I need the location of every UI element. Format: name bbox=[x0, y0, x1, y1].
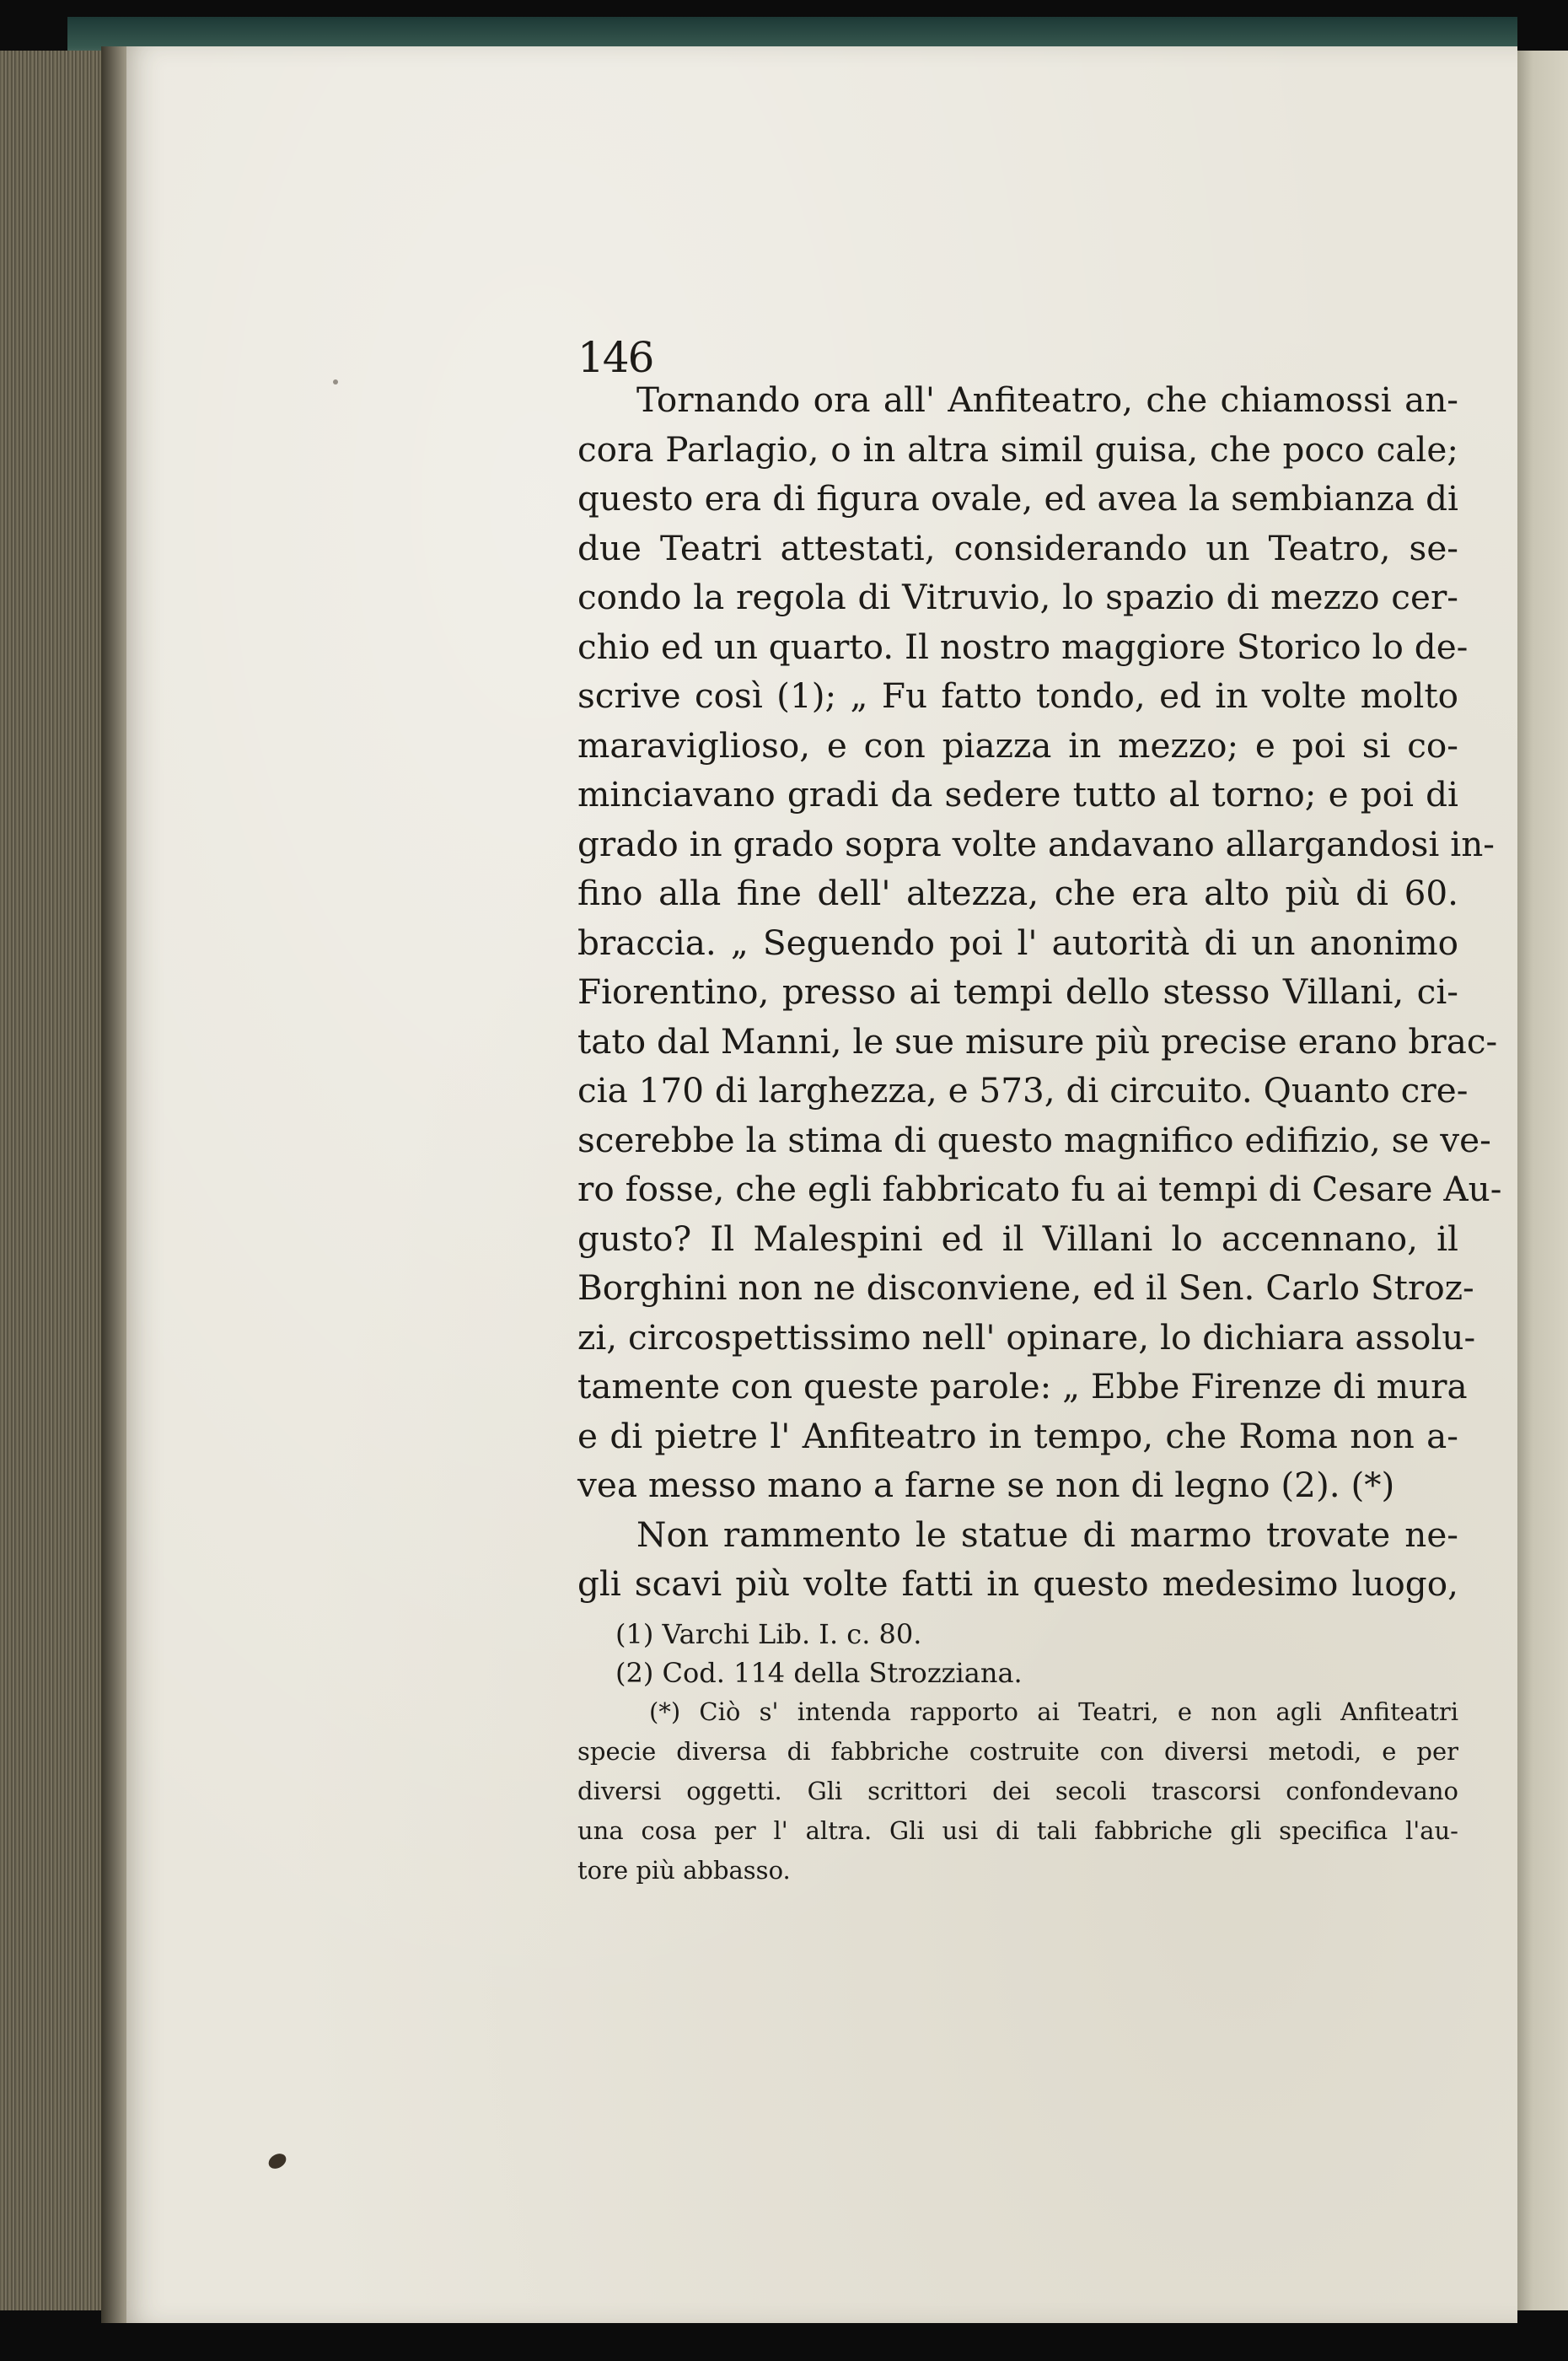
body-line: gli scavi più volte fatti in questo medesimo luogo, bbox=[577, 1563, 1458, 1604]
footnotes bbox=[577, 1615, 1458, 1890]
body-line: gusto? Il Malespini ed il Villani lo accennano, il bbox=[577, 1218, 1458, 1259]
ink-smudge bbox=[266, 2151, 288, 2172]
body-line: cia 170 di larghezza, e 573, di circuito. Quanto cre- bbox=[577, 1070, 1469, 1111]
body-line: Fiorentino, presso ai tempi dello stesso Villani, ci- bbox=[577, 971, 1458, 1012]
ink-speck bbox=[333, 379, 338, 385]
star-note-line: (*) Ciò s' intenda rapporto ai Teatri, e non agli Anfiteatri bbox=[649, 1697, 1458, 1726]
body-line: Tornando ora all' Anfiteatro, che chiamossi an- bbox=[636, 379, 1458, 420]
body-line: scerebbe la stima di questo magnifico edifizio, se ve- bbox=[577, 1119, 1491, 1160]
star-note-line: tore più abbasso. bbox=[577, 1856, 791, 1885]
page-edges-left bbox=[0, 51, 118, 2310]
star-note-line: diversi oggetti. Gli scrittori dei secoli trascorsi confondevano bbox=[577, 1777, 1458, 1805]
body-line: braccia. „ Seguendo poi l' autorità di un anonimo bbox=[577, 922, 1458, 963]
footnote: (2) Cod. 114 della Strozziana. bbox=[615, 1657, 1023, 1689]
body-line: ro fosse, che egli fabbricato fu ai tempi di Cesare Au- bbox=[577, 1169, 1502, 1209]
body-line: vea messo mano a farne se non di legno (2). (*) bbox=[577, 1465, 1395, 1505]
body-line: grado in grado sopra volte andavano allargandosi in- bbox=[577, 823, 1495, 864]
book-page bbox=[118, 46, 1517, 2323]
body-line: zi, circospettissimo nell' opinare, lo dichiara assolu- bbox=[577, 1316, 1476, 1358]
page-number: 146 bbox=[577, 333, 653, 382]
body-line: minciavano gradi da sedere tutto al torno; e poi di bbox=[577, 774, 1458, 815]
footnote: (1) Varchi Lib. I. c. 80. bbox=[615, 1618, 922, 1650]
body-line: Non rammento le statue di marmo trovate ne- bbox=[636, 1514, 1458, 1555]
body-line: questo era di figura ovale, ed avea la sembianza di bbox=[577, 478, 1458, 519]
body-line: tamente con queste parole: „ Ebbe Firenze di mura bbox=[577, 1366, 1468, 1406]
body-line: tato dal Manni, le sue misure più precise erano brac- bbox=[577, 1020, 1498, 1062]
body-line: cora Parlagio, o in altra simil guisa, che poco cale; bbox=[577, 428, 1458, 470]
body-line: scrive così (1); „ Fu fatto tondo, ed in volte molto bbox=[577, 675, 1458, 716]
body-line: maraviglioso, e con piazza in mezzo; e poi si co- bbox=[577, 724, 1458, 766]
body-line: e di pietre l' Anfiteatro in tempo, che Roma non a- bbox=[577, 1415, 1458, 1456]
star-note-line: specie diversa di fabbriche costruite con diversi metodi, e per bbox=[577, 1737, 1458, 1766]
body-line: Borghini non ne disconviene, ed il Sen. Carlo Stroz- bbox=[577, 1267, 1474, 1308]
body-line: fino alla fine dell' altezza, che era alto più di 60. bbox=[577, 873, 1458, 913]
body-line: due Teatri attestati, considerando un Teatro, se- bbox=[577, 527, 1458, 568]
body-line: chio ed un quarto. Il nostro maggiore Storico lo de- bbox=[577, 626, 1469, 667]
body-line: condo la regola di Vitruvio, lo spazio di mezzo cer- bbox=[577, 577, 1458, 617]
page-edge-right bbox=[1509, 51, 1568, 2310]
star-note-line: una cosa per l' altra. Gli usi di tali fabbriche gli specifica l'au- bbox=[577, 1816, 1458, 1845]
gutter-shadow bbox=[101, 46, 126, 2323]
body-text bbox=[577, 375, 1502, 1609]
